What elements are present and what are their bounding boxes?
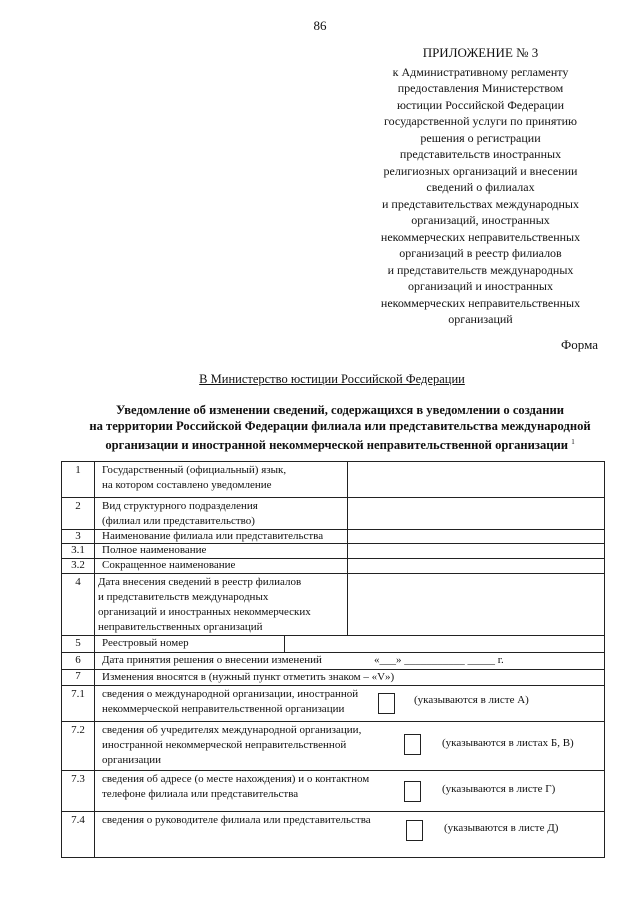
row-number: 5 bbox=[62, 636, 95, 652]
appendix-line: предоставления Министерством bbox=[397, 81, 564, 95]
form-row-head bbox=[62, 811, 604, 857]
page-number: 86 bbox=[313, 18, 327, 33]
sheet-note: (указываются в листе Д) bbox=[444, 822, 559, 834]
row-number: 3.2 bbox=[62, 559, 95, 573]
ministry-text: В Министерство юстиции Российской Федерации bbox=[199, 372, 465, 386]
row-number: 2 bbox=[62, 498, 95, 529]
title-line: на территории Российской Федерации филиала или представительства международной bbox=[89, 419, 591, 433]
appendix-line: представительств иностранных bbox=[399, 147, 562, 161]
notification-form-table bbox=[61, 461, 605, 858]
row-number: 7.2 bbox=[62, 722, 95, 770]
title-line: Уведомление об изменении сведений, содержащихся в уведомлении о создании bbox=[116, 403, 564, 417]
row-label: сведения о международной организации, иностранной некоммерческой неправительственной организации bbox=[102, 688, 359, 715]
row-label: Реестровый номер bbox=[102, 637, 189, 649]
language-field[interactable] bbox=[347, 462, 604, 497]
form-row-founders bbox=[62, 721, 604, 770]
appendix-line: религиозных организаций и внесении bbox=[383, 163, 578, 178]
row-number: 3.1 bbox=[62, 544, 95, 558]
document-title bbox=[60, 402, 620, 453]
appendix-line: государственной услуги по принятию bbox=[383, 114, 578, 128]
form-row-registry-number bbox=[62, 635, 604, 652]
appendix-line: решения о регистрации bbox=[420, 130, 541, 145]
registry-number-field[interactable] bbox=[284, 636, 604, 652]
form-row-short-name bbox=[62, 558, 604, 573]
sheet-note: (указываются в листах Б, В) bbox=[442, 737, 574, 749]
subdivision-type-field[interactable] bbox=[347, 498, 604, 529]
name-field[interactable] bbox=[347, 530, 604, 543]
row-label: Дата внесения сведений в реестр филиалов и представительств международных организаций и иностранных некоммерческих неправительственных организаций bbox=[98, 576, 311, 633]
footnote-mark: 1 bbox=[571, 438, 575, 446]
form-row-name bbox=[62, 529, 604, 543]
appendix-line: организаций и иностранных bbox=[408, 279, 553, 293]
appendix-line: и представительствах международных bbox=[382, 196, 579, 211]
form-row-full-name bbox=[62, 543, 604, 558]
row-number: 1 bbox=[62, 462, 95, 497]
appendix-line: организаций bbox=[448, 312, 513, 326]
full-name-field[interactable] bbox=[347, 544, 604, 558]
row-number: 6 bbox=[62, 653, 95, 669]
founders-checkbox[interactable] bbox=[404, 734, 421, 755]
row-number: 7 bbox=[62, 670, 95, 685]
short-name-field[interactable] bbox=[347, 559, 604, 573]
row-label: Изменения вносятся в (нужный пункт отметить знаком – «V») bbox=[102, 671, 395, 683]
address-checkbox[interactable] bbox=[404, 781, 421, 802]
row-number: 7.4 bbox=[62, 812, 95, 857]
registry-date-field[interactable] bbox=[347, 574, 604, 635]
row-label: Государственный (официальный) язык, на котором составлено уведомление bbox=[102, 464, 287, 491]
appendix-line: некоммерческих неправительственных bbox=[380, 229, 581, 244]
appendix-line: к Административному регламенту bbox=[392, 64, 569, 79]
form-row-address bbox=[62, 770, 604, 811]
row-label: сведения о руководителе филиала или представительства bbox=[102, 814, 371, 826]
row-number: 7.1 bbox=[62, 686, 95, 721]
appendix-header bbox=[358, 45, 603, 328]
row-label: Вид структурного подразделения (филиал или представительство) bbox=[102, 500, 258, 527]
form-row-subdivision-type bbox=[62, 497, 604, 529]
recipient-ministry bbox=[0, 372, 640, 387]
row-label: Сокращенное наименование bbox=[102, 559, 236, 571]
sheet-note: (указываются в листе А) bbox=[414, 694, 529, 706]
form-row-changes bbox=[62, 669, 604, 685]
form-row-decision-date bbox=[62, 652, 604, 669]
appendix-line: и представительств международных bbox=[387, 262, 574, 277]
row-label: сведения об учредителях международной организации, иностранной некоммерческой неправительственной организации bbox=[102, 724, 362, 766]
appendix-line: организаций, иностранных bbox=[411, 213, 550, 227]
row-label: Полное наименование bbox=[102, 544, 207, 556]
row-number: 4 bbox=[62, 574, 95, 635]
sheet-note: (указываются в листе Г) bbox=[442, 783, 556, 795]
form-label: Форма bbox=[561, 337, 598, 352]
appendix-line: некоммерческих неправительственных bbox=[380, 295, 581, 310]
form-row-language bbox=[62, 462, 604, 497]
appendix-heading: ПРИЛОЖЕНИЕ № 3 bbox=[422, 45, 539, 60]
row-number: 3 bbox=[62, 530, 95, 543]
title-line bbox=[60, 434, 620, 453]
head-checkbox[interactable] bbox=[406, 820, 423, 841]
row-label: Дата принятия решения о внесении изменений bbox=[102, 654, 322, 666]
org-info-checkbox[interactable] bbox=[378, 693, 395, 714]
form-row-org-info bbox=[62, 685, 604, 721]
row-number: 7.3 bbox=[62, 771, 95, 811]
decision-date-field[interactable]: «___» ___________ _____ г. bbox=[374, 654, 504, 666]
appendix-line: юстиции Российской Федерации bbox=[396, 97, 565, 112]
row-label: сведения об адресе (о месте нахождения) и о контактном телефоне филиала или представительства bbox=[102, 773, 370, 800]
appendix-line: организаций в реестр филиалов bbox=[399, 246, 562, 260]
title-line-text: организации и иностранной некоммерческой неправительственной организации bbox=[105, 438, 569, 453]
appendix-line: сведений о филиалах bbox=[426, 180, 535, 194]
form-row-registry-date bbox=[62, 573, 604, 635]
row-label: Наименование филиала или представительства bbox=[102, 530, 324, 542]
